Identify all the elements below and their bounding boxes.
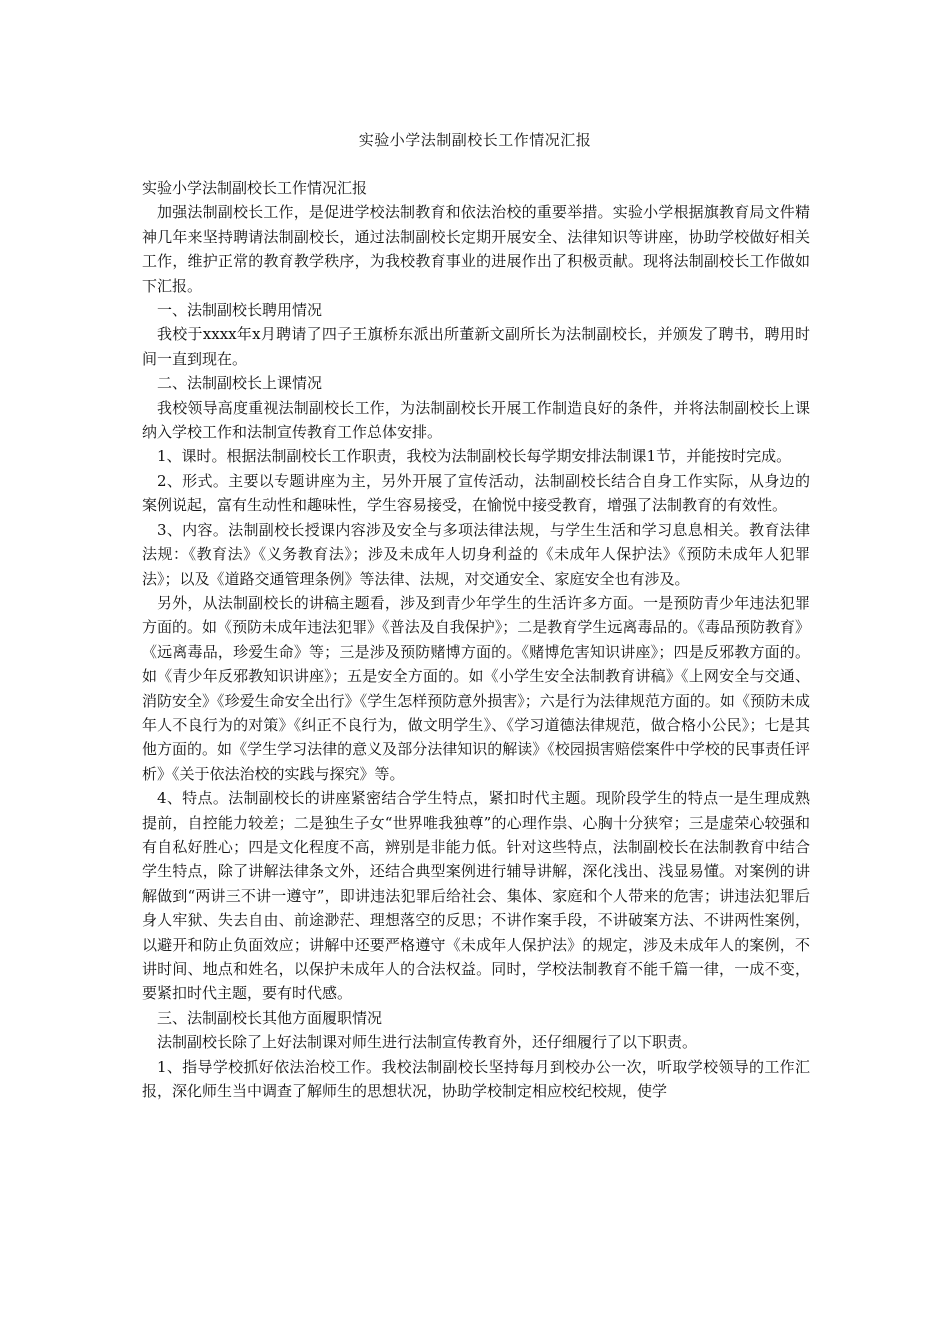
paragraph-guidance: 1、指导学校抓好依法治校工作。我校法制副校长坚持每月到校办公一次，听取学校领导的工作汇报，深化师生当中调查了解师生的思想状况，协助学校制定相应校纪校规，使学 xyxy=(142,1057,810,1101)
paragraph-characteristics: 4、特点。法制副校长的讲座紧密结合学生特点，紧扣时代主题。现阶段学生的特点一是生理成熟提前，自控能力较差；二是独生子女“世界唯我独尊”的心理作祟、心胸十分狭窄；三是虚荣心较强和有自私好胜心；四是文化程度不高，辨别是非能力低。针对这些特点，法制副校长在法制教育中结合学生特点，除了讲解法律条文外，还结合典型案例进行辅导讲解，深化浅出、浅显易懂。对案例的讲解做到“两讲三不讲一遵守”，即讲违法犯罪后给社会、集体、家庭和个人带来的危害；讲违法犯罪后身人牢狱、失去自由、前途渺茫、理想落空的反思；不讲作案手段，不讲破案方法、不讲两性案例，以避开和防止负面效应；讲解中还要严格遵守《未成年人保护法》的规定，涉及未成年人的案例，不讲时间、地点和姓名，以保护未成年人的合法权益。同时，学校法制教育不能千篇一律，一成不变，要紧扣时代主题，要有时代感。 xyxy=(142,789,810,1003)
paragraph-leadership: 我校领导高度重视法制副校长工作，为法制副校长开展工作制造良好的条件，并将法制副校长上课纳入学校工作和法制宣传教育工作总体安排。 xyxy=(142,398,810,442)
document-body xyxy=(142,176,810,1103)
paragraph-other-duties: 法制副校长除了上好法制课对师生进行法制宣传教育外，还仔细履行了以下职责。 xyxy=(157,1033,698,1052)
paragraph-content: 3、内容。法制副校长授课内容涉及安全与多项法律法规，与学生生活和学习息息相关。教育法律法规：《教育法》《义务教育法》；涉及未成年人切身利益的《未成年人保护法》《预防未成年人犯罪法》；以及《道路交通管理条例》等法律、法规，对交通安全、家庭安全也有涉及。 xyxy=(142,520,810,588)
paragraph-class-hours: 1、课时。根据法制副校长工作职责，我校为法制副校长每学期安排法制课1节，并能按时完成。 xyxy=(157,447,792,466)
paragraph-appointment: 我校于xxxx年x月聘请了四子王旗桥东派出所董新文副所长为法制副校长，并颁发了聘书，聘用时间一直到现在。 xyxy=(142,325,810,368)
intro-paragraph: 加强法制副校长工作，是促进学校法制教育和依法治校的重要举措。实验小学根据旗教育局文件精神几年来坚持聘请法制副校长，通过法制副校长定期开展安全、法律知识等讲座，协助学校做好相关工作，维护正常的教育教学秩序，为我校教育事业的进展作出了积极贡献。现将法制副校长工作做如下汇报。 xyxy=(142,203,810,295)
section-heading-2: 二、法制副校长上课情况 xyxy=(157,374,323,393)
paragraph-topics: 另外，从法制副校长的讲稿主题看，涉及到青少年学生的生活许多方面。一是预防青少年违法犯罪方面的。如《预防未成年违法犯罪》《普法及自我保护》；二是教育学生远离毒品的。《毒品预防教育》《远离毒品，珍爱生命》等；三是涉及预防赌博方面的。《赌博危害知识讲座》；四是反邪教方面的。如《青少年反邪教知识讲座》；五是安全方面的。如《小学生安全法制教育讲稿》《上网安全与交通、消防安全》《珍爱生命安全出行》《学生怎样预防意外损害》；六是行为法律规范方面的。如《预防未成年人不良行为的对策》《纠正不良行为，做文明学生》、《学习道德法律规范，做合格小公民》；七是其他方面的。如《学生学习法律的意义及部分法律知识的解读》《校园损害赔偿案件中学校的民事责任评析》《关于依法治校的实践与探究》等。 xyxy=(142,593,810,783)
section-heading-1: 一、法制副校长聘用情况 xyxy=(157,301,323,320)
subtitle-line: 实验小学法制副校长工作情况汇报 xyxy=(142,179,368,197)
section-heading-3: 三、法制副校长其他方面履职情况 xyxy=(157,1008,383,1027)
paragraph-format: 2、形式。主要以专题讲座为主，另外开展了宣传活动，法制副校长结合自身工作实际，从身边的案例说起，富有生动性和趣味性，学生容易接受，在愉悦中接受教育，增强了法制教育的有效性。 xyxy=(142,471,810,515)
document-title: 实验小学法制副校长工作情况汇报 xyxy=(358,131,592,149)
